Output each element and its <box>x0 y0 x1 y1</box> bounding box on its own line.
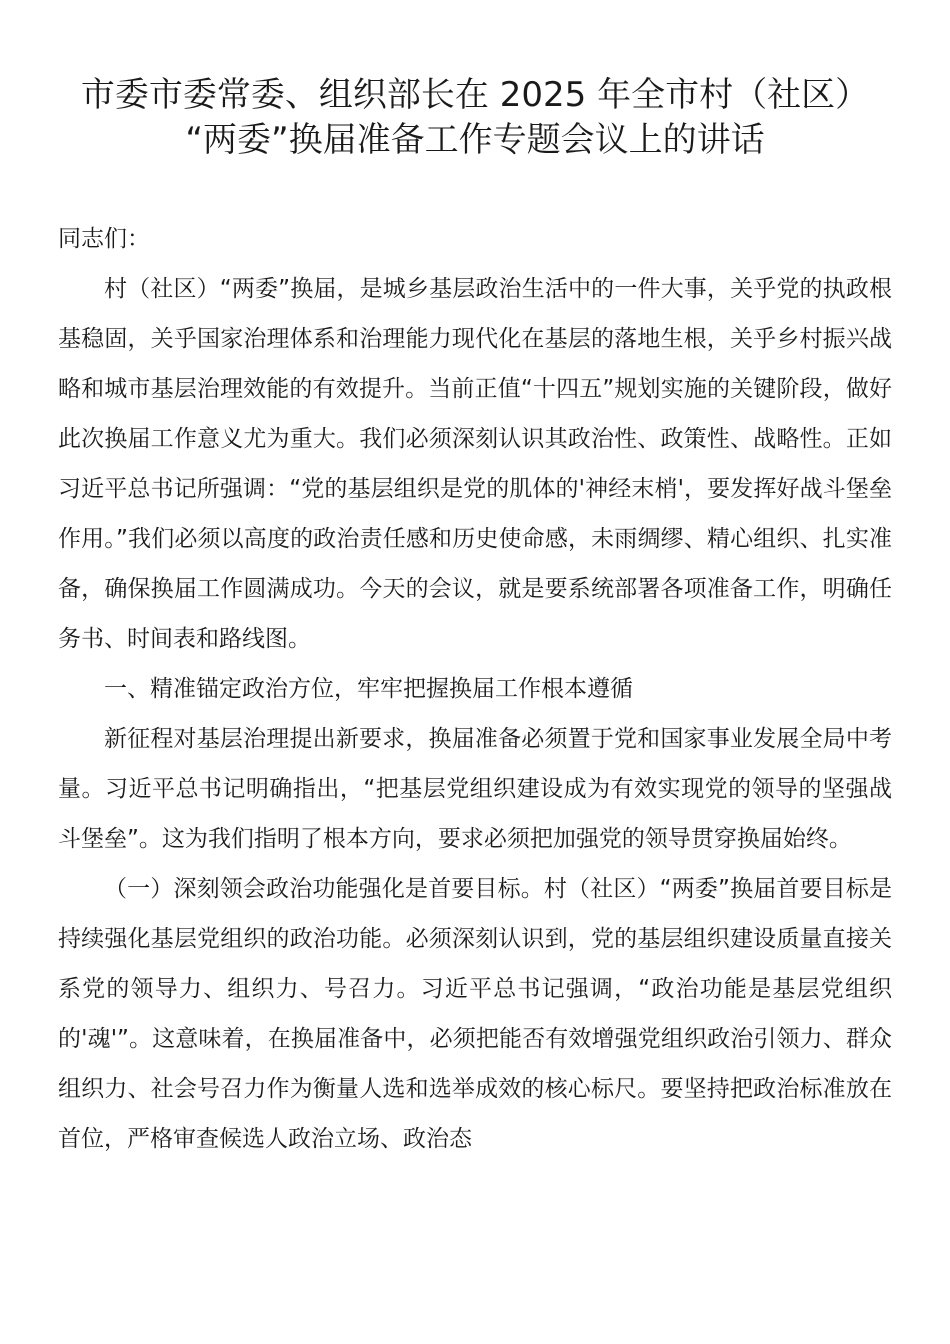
document-title-line-2: “两委”换届准备工作专题会议上的讲话 <box>185 120 765 160</box>
paragraph-intro: 村（社区）“两委”换届，是城乡基层政治生活中的一件大事，关乎党的执政根基稳固，关乎国家治理体系和治理能力现代化在基层的落地生根，关乎乡村振兴战略和城市基层治理效能的有效提升。当前正值“十四五”规划实施的关键阶段，做好此次换届工作意义尤为重大。我们必须深刻认识其政治性、政策性、战略性。正如习近平总书记所强调：“党的基层组织是党的肌体的'神经末梢'，要发挥好战斗堡垒作用。”我们必须以高度的政治责任感和历史使命感，未雨绸缪、精心组织、扎实准备，确保换届工作圆满成功。今天的会议，就是要系统部署各项准备工作，明确任务书、时间表和路线图。 <box>58 276 892 652</box>
paragraph-subsection-1: （一）深刻领会政治功能强化是首要目标。村（社区）“两委”换届首要目标是持续强化基层党组织的政治功能。必须深刻认识到，党的基层组织建设质量直接关系党的领导力、组织力、号召力。习近平总书记强调，“政治功能是基层党组织的'魂'”。这意味着，在换届准备中，必须把能否有效增强党组织政治引领力、群众组织力、社会号召力作为衡量人选和选举成效的核心标尺。要坚持把政治标准放在首位，严格审查候选人政治立场、政治态 <box>58 876 892 1152</box>
section-heading-1: 一、精准锚定政治方位，牢牢把握换届工作根本遵循 <box>104 676 633 702</box>
document-title-line-1: 市委市委常委、组织部长在 2025 年全市村（社区） <box>80 75 870 115</box>
document-body <box>58 214 892 1164</box>
paragraph-section-1: 新征程对基层治理提出新要求，换届准备必须置于党和国家事业发展全局中考量。习近平总书记明确指出，“把基层党组织建设成为有效实现党的领导的坚强战斗堡垒”。这为我们指明了根本方向，要求必须把加强党的领导贯穿换届始终。 <box>58 726 892 852</box>
salutation: 同志们： <box>58 226 150 252</box>
